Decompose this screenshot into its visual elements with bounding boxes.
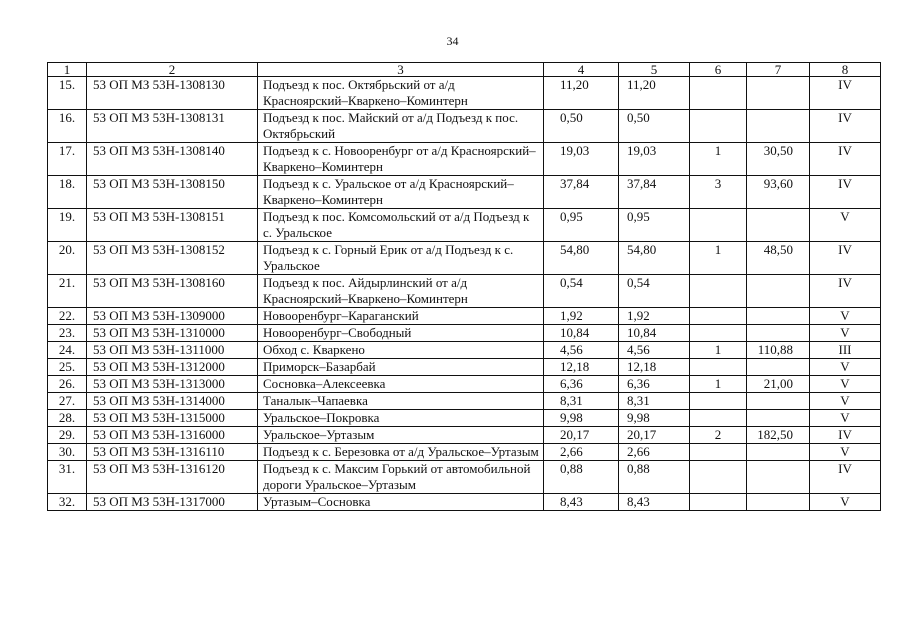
table-body bbox=[48, 77, 881, 511]
structure-length-cell: 93,60 bbox=[747, 176, 810, 209]
row-number-cell: 23. bbox=[48, 325, 87, 342]
structure-length-cell bbox=[747, 494, 810, 511]
road-category-cell: V bbox=[810, 359, 881, 376]
row-number-cell: 17. bbox=[48, 143, 87, 176]
road-length-2-cell: 0,54 bbox=[619, 275, 690, 308]
road-name-cell: Подъезд к с. Березовка от а/д Уральское–Уртазым bbox=[258, 444, 544, 461]
row-number-cell: 16. bbox=[48, 110, 87, 143]
road-code-cell: 53 ОП МЗ 53Н-1317000 bbox=[87, 494, 258, 511]
road-length-cell: 20,17 bbox=[544, 427, 619, 444]
road-length-cell: 0,88 bbox=[544, 461, 619, 494]
road-name-cell: Подъезд к пос. Октябрьский от а/д Красноярский–Кваркено–Коминтерн bbox=[258, 77, 544, 110]
row-number-cell: 25. bbox=[48, 359, 87, 376]
road-name-cell: Подъезд к с. Уральское от а/д Красноярский–Кваркено–Коминтерн bbox=[258, 176, 544, 209]
road-length-2-cell: 8,43 bbox=[619, 494, 690, 511]
road-length-2-cell: 8,31 bbox=[619, 393, 690, 410]
road-name-cell: Подъезд к с. Максим Горький от автомобильной дороги Уральское–Уртазым bbox=[258, 461, 544, 494]
road-category-cell: V bbox=[810, 410, 881, 427]
road-name-cell: Уртазым–Сосновка bbox=[258, 494, 544, 511]
road-category-cell: V bbox=[810, 308, 881, 325]
road-code-cell: 53 ОП МЗ 53Н-1309000 bbox=[87, 308, 258, 325]
row-number-cell: 28. bbox=[48, 410, 87, 427]
column-header-5: 5 bbox=[619, 63, 690, 77]
road-length-2-cell: 9,98 bbox=[619, 410, 690, 427]
road-code-cell: 53 ОП МЗ 53Н-1314000 bbox=[87, 393, 258, 410]
structure-length-cell bbox=[747, 461, 810, 494]
road-length-2-cell: 12,18 bbox=[619, 359, 690, 376]
road-category-cell: V bbox=[810, 325, 881, 342]
road-length-2-cell: 19,03 bbox=[619, 143, 690, 176]
road-length-cell: 37,84 bbox=[544, 176, 619, 209]
road-category-cell: III bbox=[810, 342, 881, 359]
road-length-2-cell: 37,84 bbox=[619, 176, 690, 209]
column-header-4: 4 bbox=[544, 63, 619, 77]
road-name-cell: Подъезд к пос. Айдырлинский от а/д Красноярский–Кваркено–Коминтерн bbox=[258, 275, 544, 308]
column-header-8: 8 bbox=[810, 63, 881, 77]
road-code-cell: 53 ОП МЗ 53Н-1308130 bbox=[87, 77, 258, 110]
road-name-cell: Подъезд к с. Новооренбург от а/д Красноярский–Кваркено–Коминтерн bbox=[258, 143, 544, 176]
road-length-cell: 0,54 bbox=[544, 275, 619, 308]
row-number-cell: 21. bbox=[48, 275, 87, 308]
road-name-cell: Подъезд к с. Горный Ерик от а/д Подъезд к с. Уральское bbox=[258, 242, 544, 275]
road-name-cell: Сосновка–Алексеевка bbox=[258, 376, 544, 393]
row-number-cell: 32. bbox=[48, 494, 87, 511]
table-row bbox=[48, 393, 881, 410]
table-row bbox=[48, 325, 881, 342]
road-length-cell: 11,20 bbox=[544, 77, 619, 110]
table-header bbox=[48, 63, 881, 77]
structure-count-cell bbox=[690, 77, 747, 110]
road-length-cell: 9,98 bbox=[544, 410, 619, 427]
structure-length-cell: 182,50 bbox=[747, 427, 810, 444]
road-length-cell: 2,66 bbox=[544, 444, 619, 461]
row-number-cell: 15. bbox=[48, 77, 87, 110]
road-length-cell: 8,43 bbox=[544, 494, 619, 511]
structure-length-cell bbox=[747, 110, 810, 143]
structure-count-cell bbox=[690, 209, 747, 242]
road-length-2-cell: 1,92 bbox=[619, 308, 690, 325]
structure-count-cell: 2 bbox=[690, 427, 747, 444]
road-code-cell: 53 ОП МЗ 53Н-1308160 bbox=[87, 275, 258, 308]
structure-length-cell bbox=[747, 325, 810, 342]
table-row bbox=[48, 176, 881, 209]
structure-length-cell: 48,50 bbox=[747, 242, 810, 275]
road-code-cell: 53 ОП МЗ 53Н-1316120 bbox=[87, 461, 258, 494]
road-name-cell: Уральское–Уртазым bbox=[258, 427, 544, 444]
road-category-cell: IV bbox=[810, 461, 881, 494]
road-code-cell: 53 ОП МЗ 53Н-1316110 bbox=[87, 444, 258, 461]
structure-length-cell: 21,00 bbox=[747, 376, 810, 393]
page-number: 34 bbox=[446, 34, 459, 48]
road-category-cell: IV bbox=[810, 427, 881, 444]
road-code-cell: 53 ОП МЗ 53Н-1312000 bbox=[87, 359, 258, 376]
structure-length-cell bbox=[747, 410, 810, 427]
structure-length-cell bbox=[747, 275, 810, 308]
road-name-cell: Таналык–Чапаевка bbox=[258, 393, 544, 410]
road-code-cell: 53 ОП МЗ 53Н-1310000 bbox=[87, 325, 258, 342]
table-row bbox=[48, 308, 881, 325]
road-code-cell: 53 ОП МЗ 53Н-1308151 bbox=[87, 209, 258, 242]
road-length-cell: 8,31 bbox=[544, 393, 619, 410]
road-code-cell: 53 ОП МЗ 53Н-1308152 bbox=[87, 242, 258, 275]
road-length-cell: 4,56 bbox=[544, 342, 619, 359]
structure-length-cell bbox=[747, 209, 810, 242]
structure-count-cell: 3 bbox=[690, 176, 747, 209]
road-name-cell: Обход с. Кваркено bbox=[258, 342, 544, 359]
structure-count-cell: 1 bbox=[690, 342, 747, 359]
table-row bbox=[48, 242, 881, 275]
structure-length-cell bbox=[747, 308, 810, 325]
road-length-2-cell: 0,88 bbox=[619, 461, 690, 494]
row-number-cell: 31. bbox=[48, 461, 87, 494]
row-number-cell: 30. bbox=[48, 444, 87, 461]
table-row bbox=[48, 209, 881, 242]
row-number-cell: 18. bbox=[48, 176, 87, 209]
table-row bbox=[48, 143, 881, 176]
table-row bbox=[48, 110, 881, 143]
structure-length-cell bbox=[747, 393, 810, 410]
road-category-cell: IV bbox=[810, 176, 881, 209]
road-length-2-cell: 20,17 bbox=[619, 427, 690, 444]
table-row bbox=[48, 427, 881, 444]
structure-length-cell bbox=[747, 77, 810, 110]
structure-count-cell bbox=[690, 110, 747, 143]
road-name-cell: Уральское–Покровка bbox=[258, 410, 544, 427]
structure-count-cell: 1 bbox=[690, 242, 747, 275]
road-code-cell: 53 ОП МЗ 53Н-1308150 bbox=[87, 176, 258, 209]
structure-count-cell bbox=[690, 410, 747, 427]
road-name-cell: Подъезд к пос. Комсомольский от а/д Подъезд к с. Уральское bbox=[258, 209, 544, 242]
row-number-cell: 26. bbox=[48, 376, 87, 393]
road-category-cell: IV bbox=[810, 110, 881, 143]
structure-length-cell bbox=[747, 359, 810, 376]
road-length-2-cell: 0,50 bbox=[619, 110, 690, 143]
structure-count-cell: 1 bbox=[690, 143, 747, 176]
row-number-cell: 29. bbox=[48, 427, 87, 444]
road-code-cell: 53 ОП МЗ 53Н-1308140 bbox=[87, 143, 258, 176]
road-name-cell: Новооренбург–Свободный bbox=[258, 325, 544, 342]
structure-count-cell bbox=[690, 275, 747, 308]
road-category-cell: V bbox=[810, 494, 881, 511]
table-row bbox=[48, 444, 881, 461]
road-code-cell: 53 ОП МЗ 53Н-1313000 bbox=[87, 376, 258, 393]
structure-count-cell bbox=[690, 461, 747, 494]
table-row bbox=[48, 410, 881, 427]
road-name-cell: Новооренбург–Караганский bbox=[258, 308, 544, 325]
road-length-cell: 1,92 bbox=[544, 308, 619, 325]
road-name-cell: Подъезд к пос. Майский от а/д Подъезд к пос. Октябрьский bbox=[258, 110, 544, 143]
road-length-2-cell: 2,66 bbox=[619, 444, 690, 461]
column-header-3: 3 bbox=[258, 63, 544, 77]
table-row bbox=[48, 359, 881, 376]
table-row bbox=[48, 342, 881, 359]
structure-count-cell bbox=[690, 308, 747, 325]
column-header-7: 7 bbox=[747, 63, 810, 77]
column-header-1: 1 bbox=[48, 63, 87, 77]
structure-length-cell: 30,50 bbox=[747, 143, 810, 176]
road-length-2-cell: 0,95 bbox=[619, 209, 690, 242]
table-row bbox=[48, 494, 881, 511]
road-length-2-cell: 4,56 bbox=[619, 342, 690, 359]
road-category-cell: IV bbox=[810, 77, 881, 110]
road-category-cell: IV bbox=[810, 275, 881, 308]
table-row bbox=[48, 376, 881, 393]
road-length-cell: 6,36 bbox=[544, 376, 619, 393]
road-length-cell: 54,80 bbox=[544, 242, 619, 275]
row-number-cell: 20. bbox=[48, 242, 87, 275]
table-row bbox=[48, 461, 881, 494]
road-category-cell: V bbox=[810, 444, 881, 461]
structure-count-cell bbox=[690, 444, 747, 461]
road-length-cell: 10,84 bbox=[544, 325, 619, 342]
road-category-cell: V bbox=[810, 376, 881, 393]
road-category-cell: IV bbox=[810, 242, 881, 275]
road-length-cell: 12,18 bbox=[544, 359, 619, 376]
structure-count-cell bbox=[690, 359, 747, 376]
structure-count-cell: 1 bbox=[690, 376, 747, 393]
structure-count-cell bbox=[690, 393, 747, 410]
row-number-cell: 19. bbox=[48, 209, 87, 242]
road-length-cell: 0,95 bbox=[544, 209, 619, 242]
road-category-cell: V bbox=[810, 393, 881, 410]
row-number-cell: 22. bbox=[48, 308, 87, 325]
road-category-cell: V bbox=[810, 209, 881, 242]
road-length-cell: 0,50 bbox=[544, 110, 619, 143]
road-category-cell: IV bbox=[810, 143, 881, 176]
road-code-cell: 53 ОП МЗ 53Н-1311000 bbox=[87, 342, 258, 359]
table-row bbox=[48, 275, 881, 308]
road-length-cell: 19,03 bbox=[544, 143, 619, 176]
column-header-2: 2 bbox=[87, 63, 258, 77]
structure-count-cell bbox=[690, 494, 747, 511]
road-length-2-cell: 11,20 bbox=[619, 77, 690, 110]
road-length-2-cell: 10,84 bbox=[619, 325, 690, 342]
row-number-cell: 24. bbox=[48, 342, 87, 359]
road-code-cell: 53 ОП МЗ 53Н-1315000 bbox=[87, 410, 258, 427]
structure-length-cell: 110,88 bbox=[747, 342, 810, 359]
structure-length-cell bbox=[747, 444, 810, 461]
column-header-6: 6 bbox=[690, 63, 747, 77]
row-number-cell: 27. bbox=[48, 393, 87, 410]
road-code-cell: 53 ОП МЗ 53Н-1316000 bbox=[87, 427, 258, 444]
table-row bbox=[48, 77, 881, 110]
roads-table bbox=[47, 62, 881, 511]
road-length-2-cell: 54,80 bbox=[619, 242, 690, 275]
road-name-cell: Приморск–Базарбай bbox=[258, 359, 544, 376]
road-code-cell: 53 ОП МЗ 53Н-1308131 bbox=[87, 110, 258, 143]
road-length-2-cell: 6,36 bbox=[619, 376, 690, 393]
structure-count-cell bbox=[690, 325, 747, 342]
